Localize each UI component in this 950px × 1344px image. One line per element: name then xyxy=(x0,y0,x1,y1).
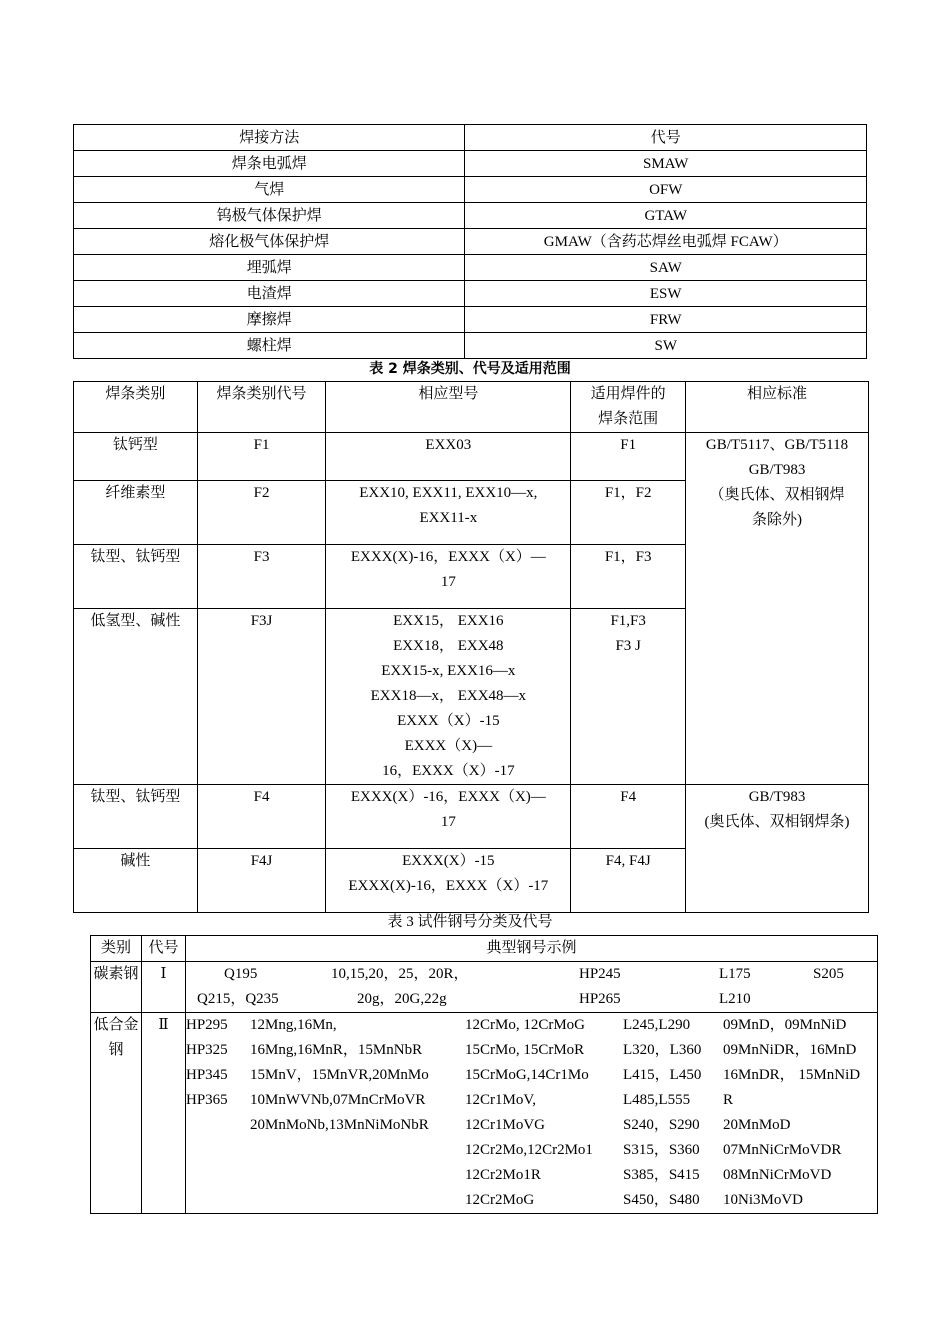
t2-code: F3 xyxy=(197,545,326,609)
steel-grade: Q195 xyxy=(224,966,258,982)
welding-method-cell: 钨极气体保护焊 xyxy=(74,203,465,229)
text-line: HP345 xyxy=(186,1067,228,1083)
steel-grade: S205 xyxy=(813,966,844,982)
t2-code: F3J xyxy=(197,609,326,785)
t2-models xyxy=(326,609,571,785)
t1-row xyxy=(74,151,867,177)
t2-header-std: 相应标准 xyxy=(686,382,869,433)
t2-range xyxy=(571,481,686,545)
text-line: 12Cr2Mo,12Cr2Mo1 xyxy=(465,1142,593,1158)
t2-code: F1 xyxy=(197,433,326,481)
alloy-col-ls xyxy=(623,1013,723,1213)
t2-range xyxy=(571,433,686,481)
t1-row xyxy=(74,255,867,281)
text-line: EXX10, EXX11, EXX10—x, xyxy=(359,485,538,501)
text-line: EXX18， EXX48 xyxy=(393,638,504,654)
t2-models xyxy=(326,545,571,609)
text-line: EXXX(X）-16，EXXX（X)— xyxy=(350,789,546,805)
text-line: EXX11-x xyxy=(419,510,478,526)
text-line: EXXX(X）-15 xyxy=(402,853,495,869)
text-line: L245,L290 xyxy=(623,1017,691,1033)
text-line: 12Cr2MoG xyxy=(465,1192,535,1208)
text-line: S315，S360 xyxy=(623,1142,700,1158)
t2-cat: 钛型、钛钙型 xyxy=(74,785,198,849)
alloy-col-low-temp xyxy=(723,1013,860,1213)
table2-caption: 表 2 焊条类别、代号及适用范围 xyxy=(369,361,571,377)
steel-grade-table xyxy=(90,935,878,1214)
steel-grade: 10,15,20，25，20R， xyxy=(331,966,469,982)
text-line: EXXX（X)— xyxy=(404,738,493,754)
t1-row xyxy=(74,229,867,255)
method-code-cell: ESW xyxy=(465,281,867,307)
t1-row xyxy=(74,307,867,333)
text-line: L320，L360 xyxy=(623,1042,702,1058)
text-line: EXX18—x， EXX48—x xyxy=(370,688,527,704)
t2-cat: 纤维素型 xyxy=(74,481,198,545)
text-line: L485,L555 xyxy=(623,1092,691,1108)
steel-grade: 20g，20G,22g xyxy=(357,991,447,1007)
welding-method-cell: 焊条电弧焊 xyxy=(74,151,465,177)
t2-models xyxy=(326,785,571,849)
text-line: EXX15， EXX16 xyxy=(393,613,504,629)
text-line: 15CrMo, 15CrMoR xyxy=(465,1042,585,1058)
text-line: 17 xyxy=(440,574,456,590)
text-line: S450，S480 xyxy=(623,1192,700,1208)
text-line: (奥氏体、双相钢焊条) xyxy=(704,814,850,830)
text-line: 10Ni3MoVD xyxy=(723,1192,804,1208)
method-code-cell: GTAW xyxy=(465,203,867,229)
t3-header-code: 代号 xyxy=(142,936,186,962)
table3-caption: 表 3 试件钢号分类及代号 xyxy=(387,914,553,930)
t1-header-row xyxy=(74,125,867,151)
text-line: 15MnV，15MnVR,20MnMo xyxy=(250,1067,429,1083)
alloy-col-hp xyxy=(186,1013,250,1213)
t3-carbon-line2 xyxy=(186,987,877,1012)
text-line: L415，L450 xyxy=(623,1067,702,1083)
t2-range xyxy=(571,849,686,913)
welding-method-cell: 螺柱焊 xyxy=(74,333,465,359)
text-line: 16Mng,16MnR，15MnNbR xyxy=(250,1042,423,1058)
t3-carbon-line1 xyxy=(186,962,877,987)
text-line: 12Cr1MoV, xyxy=(465,1092,536,1108)
t3-header-examples: 典型钢号示例 xyxy=(186,936,878,962)
text-line: 20MnMoD xyxy=(723,1117,791,1133)
text-line: 07MnNiCrMoVDR xyxy=(723,1142,842,1158)
text-line: F1，F2 xyxy=(604,485,652,501)
text-line: 17 xyxy=(440,814,456,830)
method-code-cell: OFW xyxy=(465,177,867,203)
text-line: 08MnNiCrMoVD xyxy=(723,1167,832,1183)
text-line: S385，S415 xyxy=(623,1167,700,1183)
text-line: 钢 xyxy=(108,1042,124,1058)
text-line: HP295 xyxy=(186,1017,228,1033)
text-line: EXXX（X）-15 xyxy=(397,713,500,729)
text-line: 12Mng,16Mn, xyxy=(250,1017,337,1033)
t2-header-range: 适用焊件的 焊条范围 xyxy=(571,382,686,433)
welding-method-cell: 熔化极气体保护焊 xyxy=(74,229,465,255)
text-line: 12Cr2Mo1R xyxy=(465,1167,541,1183)
t2-header-cat: 焊条类别 xyxy=(74,382,198,433)
t1-row xyxy=(74,281,867,307)
text-line: 10MnWVNb,07MnCrMoVR xyxy=(250,1092,426,1108)
text-line: HP325 xyxy=(186,1042,228,1058)
text-line: 20MnMoNb,13MnNiMoNbR xyxy=(250,1117,429,1133)
t3-header-cat: 类别 xyxy=(91,936,142,962)
electrode-category-table xyxy=(73,381,869,913)
steel-grade: HP265 xyxy=(579,991,621,1007)
welding-method-cell: 电渣焊 xyxy=(74,281,465,307)
t1-row xyxy=(74,177,867,203)
t2-code: F4 xyxy=(197,785,326,849)
text-line: EXXX(X)-16，EXXX（X）-17 xyxy=(348,878,549,894)
t2-code: F4J xyxy=(197,849,326,913)
method-code-cell: 代号 xyxy=(465,125,867,151)
t2-models xyxy=(326,433,571,481)
text-line: EXX15-x, EXX16—x xyxy=(381,663,516,679)
text-line: 12CrMo, 12CrMoG xyxy=(465,1017,586,1033)
method-code-cell: SMAW xyxy=(465,151,867,177)
t2-models xyxy=(326,849,571,913)
alloy-col-mn xyxy=(250,1013,465,1213)
welding-method-cell: 气焊 xyxy=(74,177,465,203)
welding-method-cell: 摩擦焊 xyxy=(74,307,465,333)
text-line: 09MnD，09MnNiD xyxy=(723,1017,847,1033)
text-line: 12Cr1MoVG xyxy=(465,1117,546,1133)
text-line: GB/T983 xyxy=(748,462,806,478)
method-code-cell: SAW xyxy=(465,255,867,281)
method-code-cell: SW xyxy=(465,333,867,359)
text-line: S240，S290 xyxy=(623,1117,700,1133)
t2-range xyxy=(571,609,686,785)
welding-method-cell: 焊接方法 xyxy=(74,125,465,151)
t3-carbon-examples xyxy=(186,962,878,1013)
welding-method-cell: 埋弧焊 xyxy=(74,255,465,281)
alloy-col-cr xyxy=(465,1013,623,1213)
t2-cat: 低氢型、碱性 xyxy=(74,609,198,785)
method-code-cell: FRW xyxy=(465,307,867,333)
steel-grade: Q215，Q235 xyxy=(197,991,279,1007)
text-line: GB/T983 xyxy=(748,789,806,805)
steel-grade: HP245 xyxy=(579,966,621,982)
t2-range xyxy=(571,545,686,609)
t2-cat: 碱性 xyxy=(74,849,198,913)
text-line: F4, F4J xyxy=(605,853,651,869)
text-line: HP365 xyxy=(186,1092,228,1108)
t1-row xyxy=(74,203,867,229)
t2-code: F2 xyxy=(197,481,326,545)
t2-cat: 钛型、钛钙型 xyxy=(74,545,198,609)
t3-carbon-code: Ⅰ xyxy=(142,962,186,1013)
text-line: 低合金 xyxy=(93,1017,139,1033)
steel-grade: L210 xyxy=(719,991,751,1007)
text-line: 16MnDR， 15MnNiD xyxy=(723,1067,861,1083)
welding-method-table xyxy=(73,124,867,359)
text-line: 条除外) xyxy=(752,512,803,528)
t2-std-2 xyxy=(686,785,869,913)
text-line: 16，EXXX（X）-17 xyxy=(382,763,515,779)
text-line: F1,F3 xyxy=(610,613,646,629)
text-line: EXX03 xyxy=(425,437,472,453)
t2-cat: 钛钙型 xyxy=(74,433,198,481)
text-line: GB/T5117、GB/T5118 xyxy=(705,437,849,453)
text-line: F4 xyxy=(620,789,637,805)
text-line: R xyxy=(723,1092,734,1108)
t2-models xyxy=(326,481,571,545)
steel-grade: L175 xyxy=(719,966,751,982)
text-line: （奥氏体、双相钢焊 xyxy=(709,487,845,503)
text-line: F1 xyxy=(620,437,637,453)
t2-std-1 xyxy=(686,433,869,785)
t1-row xyxy=(74,333,867,359)
t2-header-models: 相应型号 xyxy=(326,382,571,433)
text-line: 09MnNiDR，16MnD xyxy=(723,1042,857,1058)
text-line: F1，F3 xyxy=(604,549,652,565)
method-code-cell: GMAW（含药芯焊丝电弧焊 FCAW） xyxy=(465,229,867,255)
t3-alloy-code: Ⅱ xyxy=(142,1013,186,1214)
text-line: 15CrMoG,14Cr1Mo xyxy=(465,1067,589,1083)
t3-alloy-cat xyxy=(91,1013,142,1214)
text-line: EXXX(X)-16，EXXX（X）— xyxy=(350,549,546,565)
t2-range xyxy=(571,785,686,849)
text-line: F3 J xyxy=(615,638,641,654)
t2-header-code: 焊条类别代号 xyxy=(197,382,326,433)
t3-carbon-cat: 碳素钢 xyxy=(91,962,142,1013)
t3-alloy-examples xyxy=(186,1013,878,1214)
